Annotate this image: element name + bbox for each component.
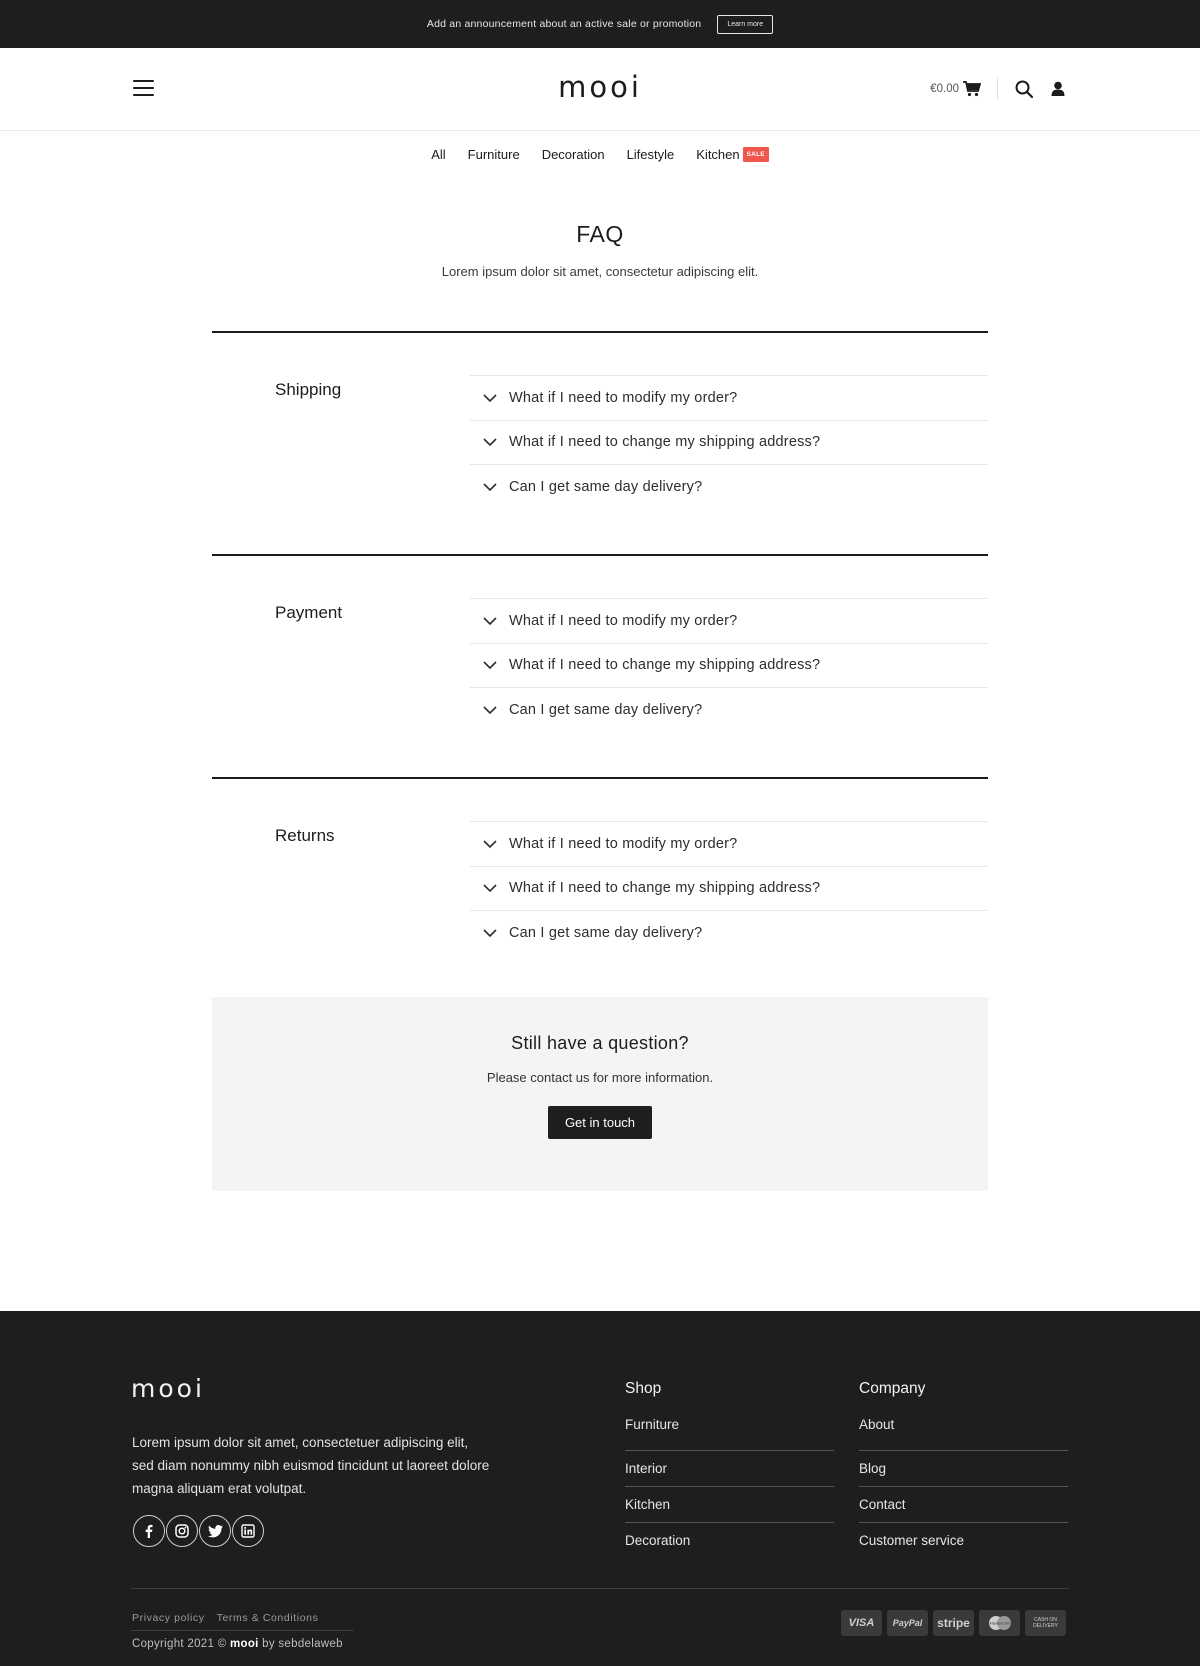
legal-divider	[131, 1630, 354, 1631]
page-subtitle: Lorem ipsum dolor sit amet, consectetur adipiscing elit.	[441, 264, 759, 279]
cash-on-delivery-icon: CASH ON DELIVERY	[1025, 1610, 1066, 1636]
header-divider	[997, 78, 998, 100]
nav-label: Furniture	[467, 146, 520, 162]
category-nav	[0, 131, 1200, 175]
site-header	[0, 48, 1200, 131]
nav-label: Decoration	[541, 146, 605, 162]
chevron-down-icon	[481, 478, 499, 496]
faq-question[interactable]	[470, 910, 988, 955]
footer-logo[interactable]: mooi	[131, 1374, 205, 1403]
chevron-down-icon	[481, 433, 499, 451]
visa-icon: VISA	[841, 1610, 882, 1636]
facebook-link[interactable]	[133, 1515, 165, 1547]
faq-section-payment	[212, 554, 988, 777]
site-logo[interactable]: mooi	[558, 70, 642, 104]
page-title: FAQ	[576, 221, 624, 247]
linkedin-icon	[241, 1524, 255, 1538]
footer-link-about[interactable]: About	[859, 1415, 1068, 1451]
chevron-down-icon	[481, 879, 499, 897]
footer-link-furniture[interactable]: Furniture	[625, 1415, 834, 1451]
instagram-link[interactable]	[166, 1515, 198, 1547]
footer-link-customer-service[interactable]: Customer service	[859, 1533, 965, 1548]
chevron-down-icon	[481, 701, 499, 719]
footer-column-title: Company	[859, 1380, 926, 1397]
chevron-down-icon	[481, 835, 499, 853]
footer-description: Lorem ipsum dolor sit amet, consectetuer adipiscing elit, sed diam nonummy nibh euismod tincidunt ut laoreet dolore magna aliquam erat volutpat.	[132, 1435, 490, 1496]
contact-box	[212, 997, 988, 1191]
chevron-down-icon	[481, 656, 499, 674]
facebook-icon	[142, 1524, 156, 1538]
chevron-down-icon	[481, 389, 499, 407]
faq-list	[470, 333, 988, 554]
chevron-down-icon	[481, 612, 499, 630]
footer-divider	[131, 1588, 1069, 1589]
nav-label: Kitchen	[696, 146, 740, 162]
linkedin-link[interactable]	[232, 1515, 264, 1547]
faq-question[interactable]	[470, 464, 988, 509]
nav-label: Lifestyle	[626, 146, 675, 162]
instagram-icon	[175, 1524, 189, 1538]
copyright-brand[interactable]: mooi	[229, 1638, 259, 1650]
faq-category-title: Shipping	[275, 380, 342, 399]
faq-question-text: What if I need to change my shipping address?	[509, 434, 821, 451]
faq-question-text: What if I need to modify my order?	[509, 612, 738, 629]
twitter-icon	[208, 1525, 223, 1538]
faq-question[interactable]	[470, 598, 988, 643]
nav-item-lifestyle[interactable]	[627, 147, 675, 162]
faq-list	[470, 779, 988, 1000]
faq-question[interactable]	[470, 375, 988, 420]
site-footer	[0, 1311, 1200, 1666]
faq-question-text: What if I need to change my shipping address?	[509, 657, 821, 674]
payment-methods	[841, 1610, 1066, 1636]
footer-link-decoration[interactable]: Decoration	[625, 1533, 691, 1548]
nav-item-all[interactable]	[431, 147, 445, 162]
faq-container	[212, 331, 988, 1000]
mastercard-label: MasterCard	[989, 1620, 1010, 1626]
faq-question-text: What if I need to change my shipping address?	[509, 880, 821, 897]
footer-link-kitchen[interactable]: Kitchen	[625, 1487, 834, 1523]
search-icon[interactable]	[1014, 79, 1034, 99]
copyright-suffix: by sebdelaweb	[262, 1638, 343, 1650]
nav-item-decoration[interactable]	[542, 147, 605, 162]
sale-badge: SALE	[743, 147, 769, 162]
contact-subtitle: Please contact us for more information.	[486, 1070, 714, 1085]
copyright	[132, 1638, 343, 1650]
faq-question-text: Can I get same day delivery?	[509, 478, 703, 495]
announcement-text: Add an announcement about an active sale or promotion	[426, 18, 702, 30]
faq-question-text: Can I get same day delivery?	[509, 924, 703, 941]
footer-link-blog[interactable]: Blog	[859, 1451, 1068, 1487]
footer-column-title: Shop	[625, 1380, 662, 1397]
faq-list	[470, 556, 988, 777]
faq-section-shipping	[212, 331, 988, 554]
faq-question[interactable]	[470, 420, 988, 465]
twitter-link[interactable]	[199, 1515, 231, 1547]
learn-more-button[interactable]: Learn more	[717, 15, 773, 34]
footer-company-column	[859, 1380, 1068, 1559]
nav-item-kitchen[interactable]	[696, 147, 769, 162]
cart-button[interactable]	[930, 81, 981, 97]
privacy-policy-link[interactable]: Privacy policy	[132, 1612, 205, 1624]
faq-question-text: Can I get same day delivery?	[509, 701, 703, 718]
faq-question[interactable]	[470, 866, 988, 911]
nav-item-furniture[interactable]	[468, 147, 520, 162]
faq-question-text: What if I need to modify my order?	[509, 835, 738, 852]
chevron-down-icon	[481, 924, 499, 942]
stripe-icon: stripe	[933, 1610, 974, 1636]
legal-links	[132, 1612, 318, 1624]
faq-category-title: Payment	[275, 603, 343, 622]
footer-link-interior[interactable]: Interior	[625, 1451, 834, 1487]
announcement-bar	[0, 0, 1200, 48]
get-in-touch-button[interactable]: Get in touch	[548, 1106, 652, 1139]
faq-category-title: Returns	[275, 826, 335, 845]
social-links	[133, 1515, 264, 1547]
faq-question-text: What if I need to modify my order?	[509, 389, 738, 406]
terms-link[interactable]: Terms & Conditions	[216, 1612, 319, 1624]
faq-question[interactable]	[470, 821, 988, 866]
contact-title: Still have a question?	[511, 1033, 689, 1053]
faq-question[interactable]	[470, 687, 988, 732]
footer-link-contact[interactable]: Contact	[859, 1487, 1068, 1523]
faq-question[interactable]	[470, 643, 988, 688]
mastercard-icon	[979, 1610, 1020, 1636]
nav-label: All	[431, 146, 446, 162]
faq-section-returns	[212, 777, 988, 1000]
user-account-icon[interactable]	[1048, 79, 1068, 99]
cart-price: €0.00	[930, 83, 959, 95]
cart-icon	[963, 81, 981, 97]
copyright-prefix: Copyright 2021 ©	[132, 1638, 227, 1650]
paypal-icon: PayPal	[887, 1610, 928, 1636]
footer-shop-column	[625, 1380, 834, 1559]
